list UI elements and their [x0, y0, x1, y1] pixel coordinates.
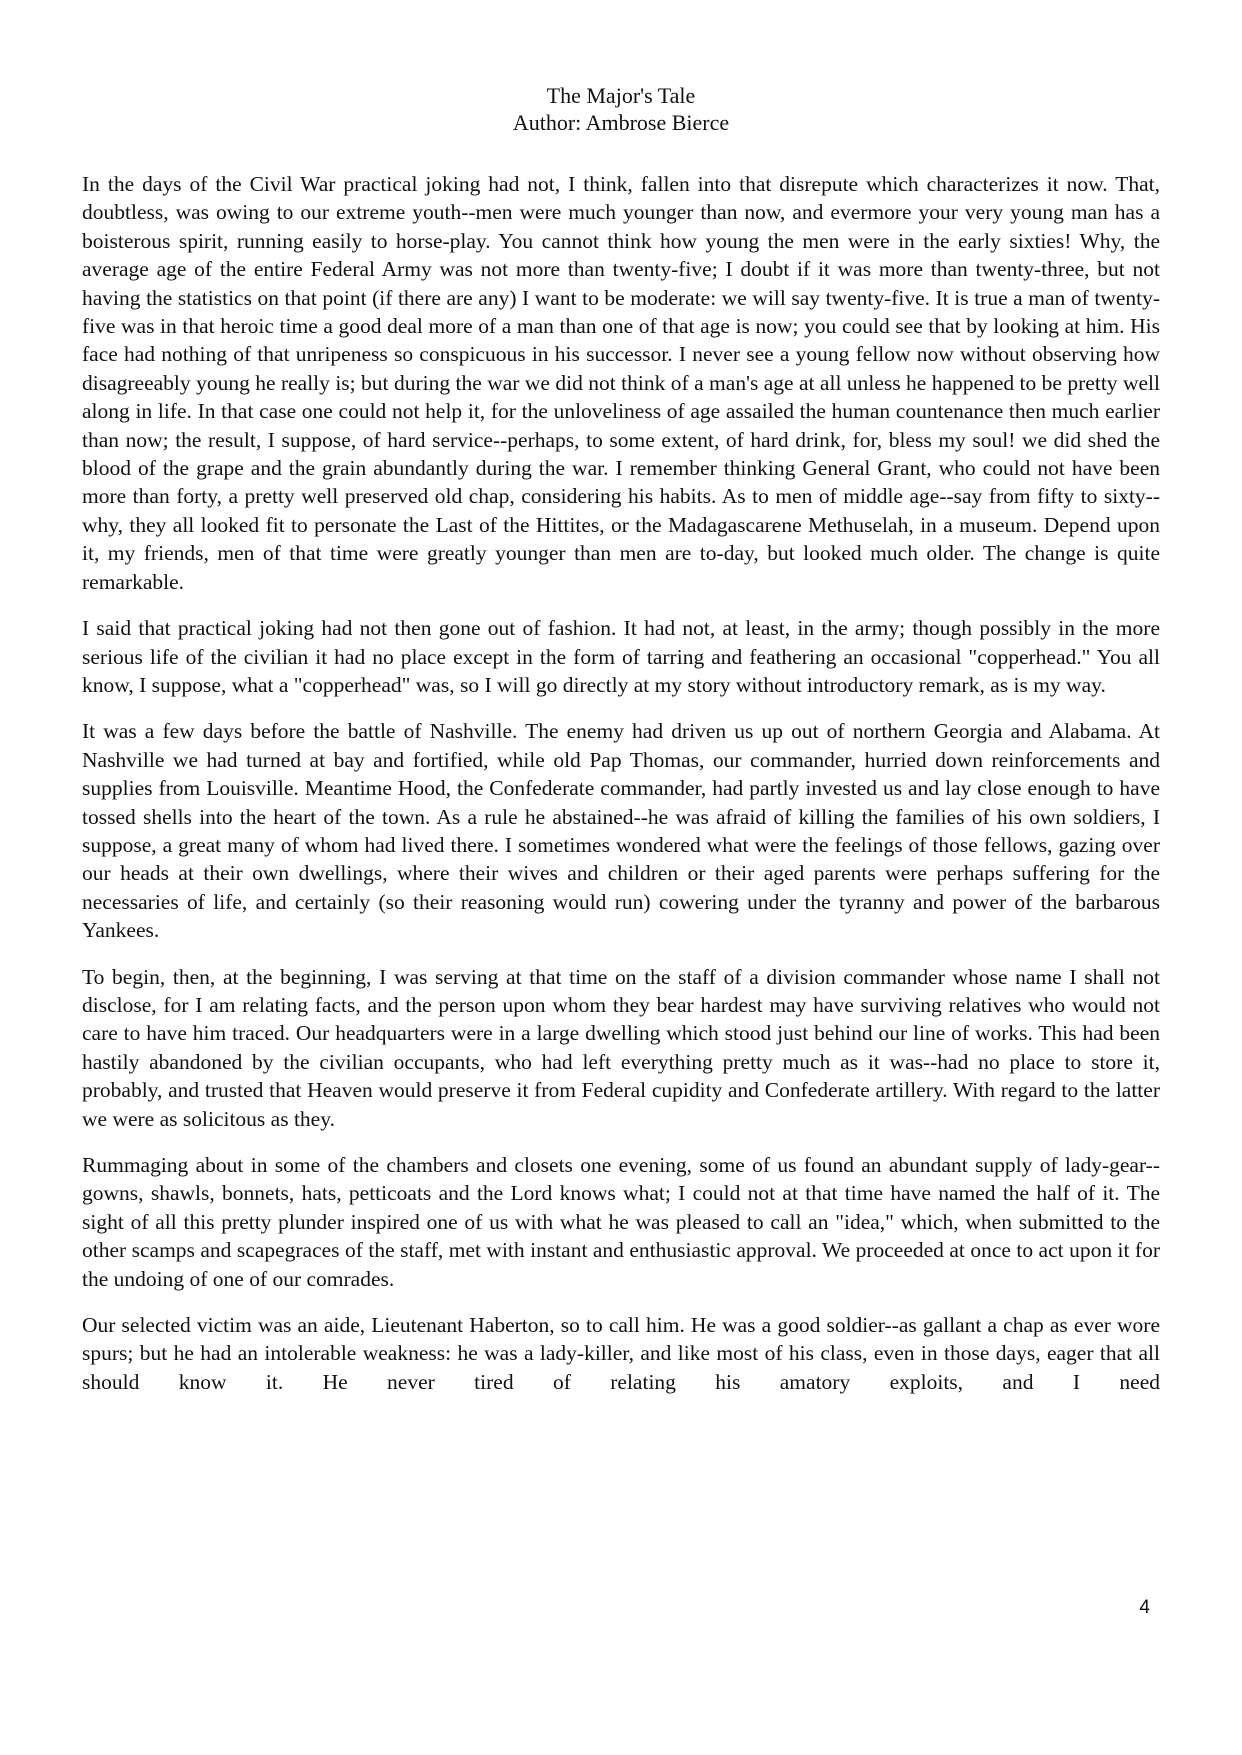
story-title: The Major's Tale [546, 83, 696, 108]
document-header [0, 82, 1242, 136]
paragraph: I said that practical joking had not then gone out of fashion. It had not, at least, in the army; though possibly in the more serious life of the civilian it had no place except in the form of tarring and feathering an occasional "copperhead." You all know, I suppose, what a "copperhead" was, so I will go directly at my story without introductory remark, as is my way. [82, 616, 1160, 697]
page-number: 4 [1139, 1597, 1150, 1618]
paragraph: To begin, then, at the beginning, I was serving at that time on the staff of a division commander whose name I shall not disclose, for I am relating facts, and the person upon whom they bear hardest may have surviving relatives who would not care to have him traced. Our headquarters were in a large dwelling which stood just behind our line of works. This had been hastily abandoned by the civilian occupants, who had left everything pretty much as it was--had no place to store it, probably, and trusted that Heaven would preserve it from Federal cupidity and Confederate artillery. With regard to the latter we were as solicitous as they. [82, 964, 1160, 1131]
paragraph: Our selected victim was an aide, Lieutenant Haberton, so to call him. He was a good soldier--as gallant a chap as ever wore spurs; but he had an intolerable weakness: he was a lady-killer, and like most of his class, even in those days, eager that all should know it. He never tired of relating his amatory exploits, and I need [82, 1313, 1160, 1394]
paragraph: It was a few days before the battle of Nashville. The enemy had driven us up out of northern Georgia and Alabama. At Nashville we had turned at bay and fortified, while old Pap Thomas, our commander, hurried down reinforcements and supplies from Louisville. Meantime Hood, the Confederate commander, had partly invested us and lay close enough to have tossed shells into the heart of the town. As a rule he abstained--he was afraid of killing the families of his own soldiers, I suppose, a great many of whom had lived there. I sometimes wondered what were the feelings of those fellows, gazing over our heads at their own dwellings, where their wives and children or their aged parents were perhaps suffering for the necessaries of life, and certainly (so their reasoning would run) cowering under the tyranny and power of the barbarous Yankees. [82, 719, 1160, 943]
story-body [82, 170, 1160, 1414]
paragraph: In the days of the Civil War practical joking had not, I think, fallen into that disrepute which characterizes it now. That, doubtless, was owing to our extreme youth--men were much younger than now, and evermore your very young man has a boisterous spirit, running easily to horse-play. You cannot think how young the men were in the early sixties! Why, the average age of the entire Federal Army was not more than twenty-five; I doubt if it was more than twenty-three, but not having the statistics on that point (if there are any) I want to be moderate: we will say twenty-five. It is true a man of twenty-five was in that heroic time a good deal more of a man than one of that age is now; you could see that by looking at him. His face had nothing of that unripeness so conspicuous in his successor. I never see a young fellow now without observing how disagreeably young he really is; but during the war we did not think of a man's age at all unless he happened to be pretty well along in life. In that case one could not help it, for the unloveliness of age assailed the human countenance then much earlier than now; the result, I suppose, of hard service--perhaps, to some extent, of hard drink, for, bless my soul! we did shed the blood of the grape and the grain abundantly during the war. I remember thinking General Grant, who could not have been more than forty, a pretty well preserved old chap, considering his habits. As to men of middle age--say from fifty to sixty--why, they all looked fit to personate the Last of the Hittites, or the Madagascarene Methuselah, in a museum. Depend upon it, my friends, men of that time were greatly younger than men are to-day, but looked much older. The change is quite remarkable. [82, 172, 1160, 594]
author-line: Author: Ambrose Bierce [512, 110, 730, 135]
paragraph: Rummaging about in some of the chambers and closets one evening, some of us found an abundant supply of lady-gear--gowns, shawls, bonnets, hats, petticoats and the Lord knows what; I could not at that time have named the half of it. The sight of all this pretty plunder inspired one of us with what he was pleased to call an "idea," which, when submitted to the other scamps and scapegraces of the staff, met with instant and enthusiastic approval. We proceeded at once to act upon it for the undoing of one of our comrades. [82, 1153, 1160, 1291]
